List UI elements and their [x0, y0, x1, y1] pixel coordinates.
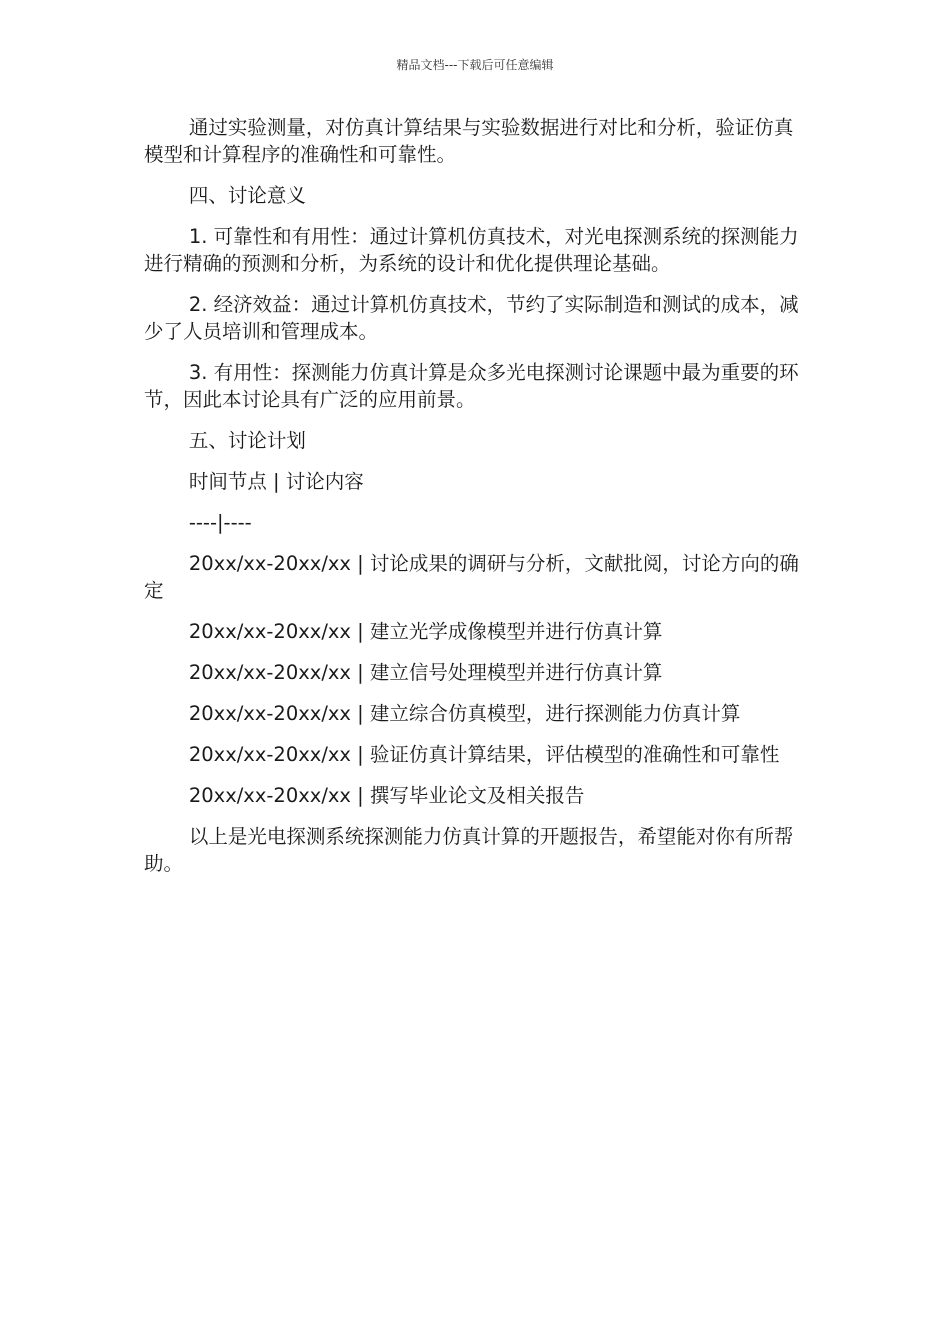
- document-body: [144, 114, 808, 891]
- paragraph-usefulness: 3. 有用性：探测能力仿真计算是众多光电探测讨论课题中最为重要的环节，因此本讨论具有广泛的应用前景。: [144, 361, 799, 411]
- paragraph-verification: 通过实验测量，对仿真计算结果与实验数据进行对比和分析，验证仿真模型和计算程序的准确性和可靠性。: [144, 116, 794, 166]
- paragraph-reliability: 1. 可靠性和有用性：通过计算机仿真技术，对光电探测系统的探测能力进行精确的预测和分析，为系统的设计和优化提供理论基础。: [144, 225, 799, 275]
- section-heading-plan: 五、讨论计划: [188, 429, 306, 452]
- plan-row: 20xx/xx-20xx/xx | 建立信号处理模型并进行仿真计算: [188, 661, 663, 684]
- page-header: 精品文档---下载后可任意编辑: [396, 58, 554, 72]
- plan-row: 20xx/xx-20xx/xx | 验证仿真计算结果，评估模型的准确性和可靠性: [188, 743, 780, 766]
- plan-table-header: 时间节点 | 讨论内容: [188, 470, 364, 493]
- section-heading-significance: 四、讨论意义: [188, 184, 306, 207]
- paragraph-conclusion: 以上是光电探测系统探测能力仿真计算的开题报告，希望能对你有所帮助。: [144, 825, 794, 875]
- plan-table-separator: ----|----: [188, 511, 252, 534]
- plan-row: 20xx/xx-20xx/xx | 讨论成果的调研与分析，文献批阅，讨论方向的确定: [144, 552, 799, 602]
- plan-row: 20xx/xx-20xx/xx | 撰写毕业论文及相关报告: [188, 784, 585, 807]
- plan-row: 20xx/xx-20xx/xx | 建立光学成像模型并进行仿真计算: [188, 620, 663, 643]
- paragraph-economic-benefit: 2. 经济效益：通过计算机仿真技术，节约了实际制造和测试的成本，减少了人员培训和管理成本。: [144, 293, 799, 343]
- plan-row: 20xx/xx-20xx/xx | 建立综合仿真模型，进行探测能力仿真计算: [188, 702, 741, 725]
